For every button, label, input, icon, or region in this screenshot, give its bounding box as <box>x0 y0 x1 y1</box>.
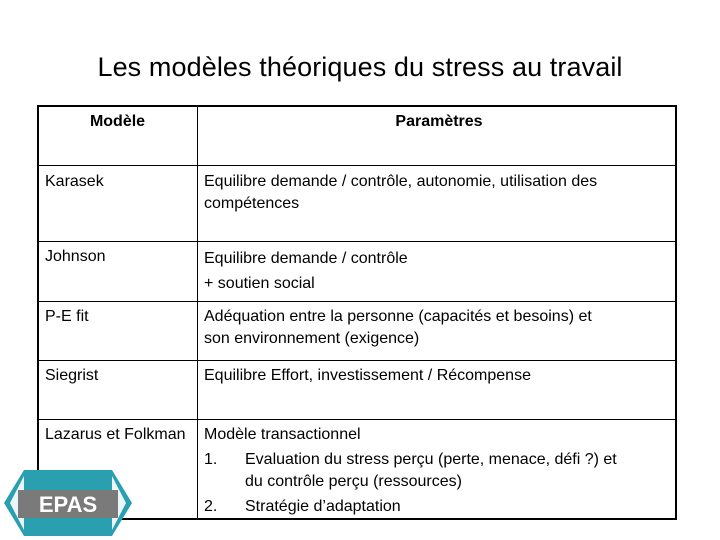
params-siegrist <box>204 365 674 387</box>
row-divider <box>39 360 675 361</box>
params-johnson <box>204 246 674 296</box>
list-line: Evaluation du stress perçu (perte, menace, défi ?) et <box>245 451 617 468</box>
logo-text: EPAS <box>38 492 98 517</box>
list-item <box>204 496 674 518</box>
header-params: Paramètres <box>395 113 483 130</box>
params-line: Equilibre Effort, investissement / Récompense <box>204 367 531 384</box>
params-intro: Modèle transactionnel <box>204 426 361 443</box>
params-line: Equilibre demande / contrôle, autonomie, utilisation des <box>204 173 598 190</box>
params-line: compétences <box>204 195 300 212</box>
model-pe-fit: P-E fit <box>45 308 89 325</box>
list-item <box>204 449 674 493</box>
params-line: son environnement (exigence) <box>204 330 420 347</box>
row-divider <box>39 419 675 420</box>
column-divider <box>197 107 198 518</box>
list-line: Stratégie d’adaptation <box>245 498 401 515</box>
strategy-list <box>204 449 674 518</box>
params-pe-fit <box>204 306 674 350</box>
params-line: Equilibre demande / contrôle <box>204 250 408 267</box>
list-number: 1. <box>204 451 218 468</box>
row-divider <box>39 301 675 302</box>
header-model: Modèle <box>89 113 146 130</box>
list-line: du contrôle perçu (ressources) <box>245 473 462 490</box>
model-karasek: Karasek <box>45 173 104 190</box>
params-line: + soutien social <box>204 275 315 292</box>
slide-title: Les modèles théoriques du stress au travail <box>97 52 623 82</box>
model-lazarus-folkman: Lazarus et Folkman <box>45 426 186 443</box>
params-lazarus-folkman <box>204 424 674 518</box>
model-siegrist: Siegrist <box>45 367 99 384</box>
list-number: 2. <box>204 498 218 515</box>
model-johnson: Johnson <box>45 248 106 265</box>
params-karasek <box>204 171 674 215</box>
row-divider <box>39 165 675 166</box>
params-line: Adéquation entre la personne (capacités et besoins) et <box>204 308 592 325</box>
epas-logo <box>2 468 134 538</box>
models-table <box>37 105 677 520</box>
row-divider <box>39 241 675 242</box>
